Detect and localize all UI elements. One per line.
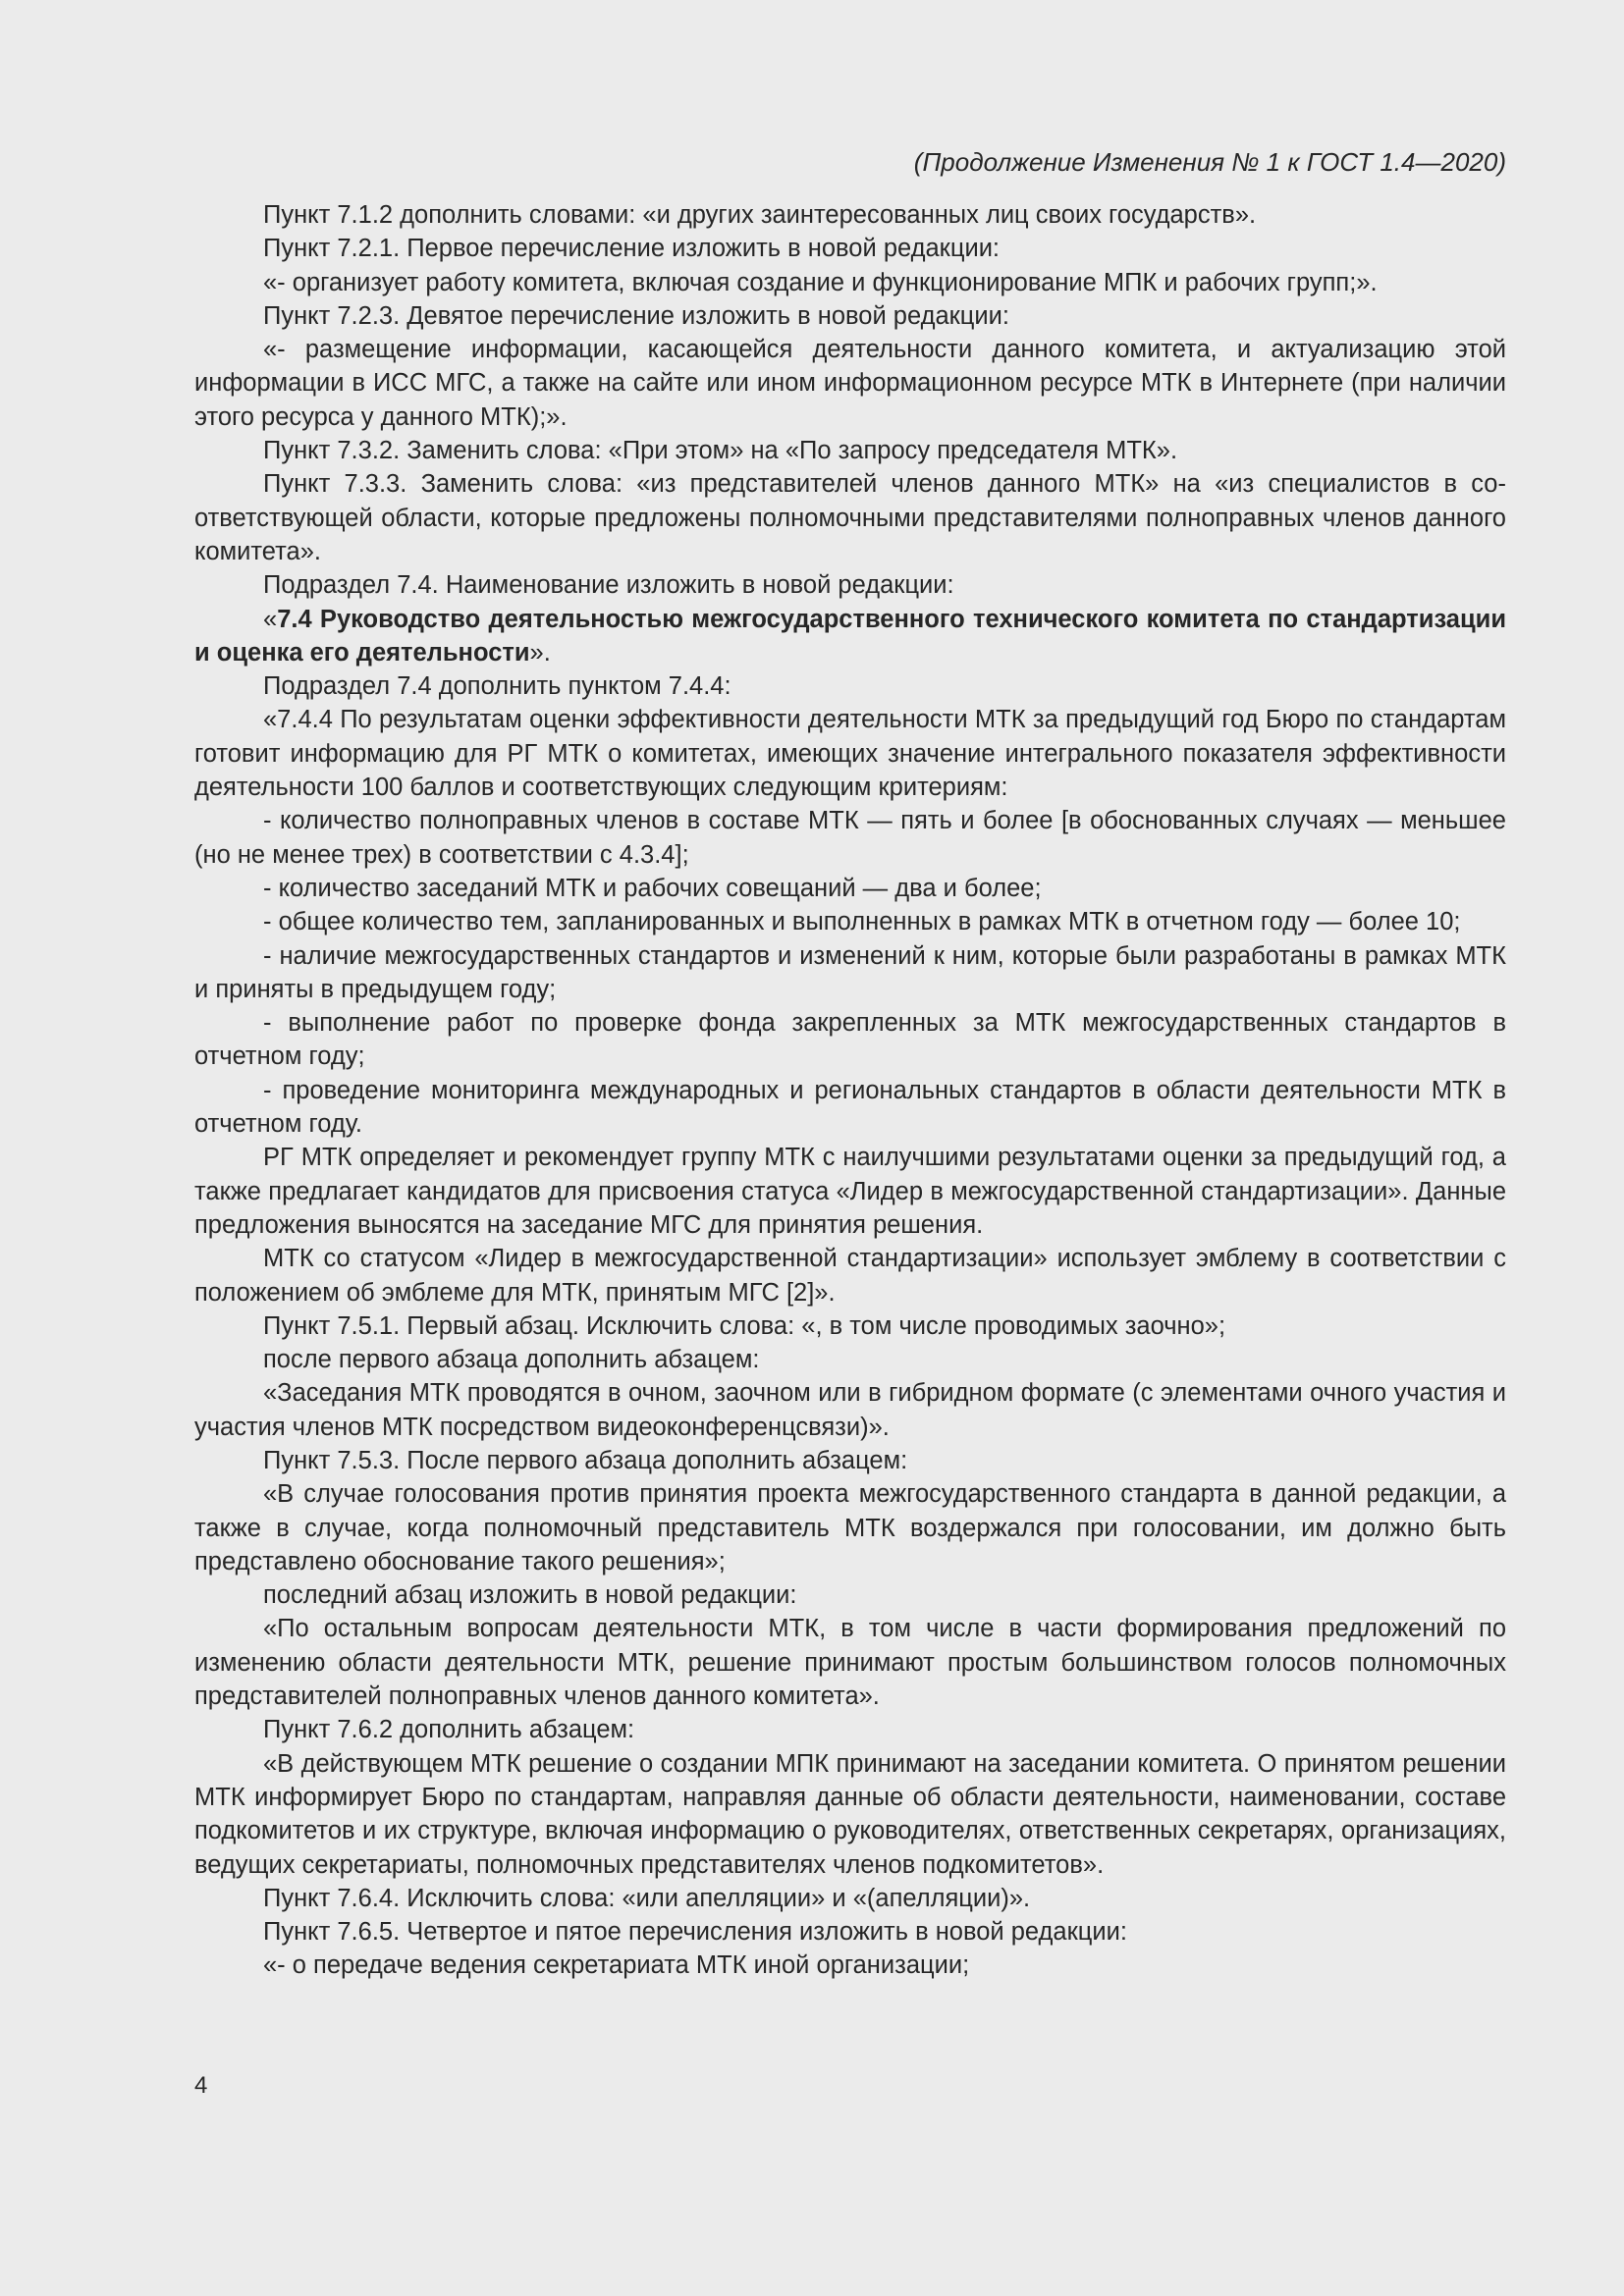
paragraph: Подраздел 7.4. Наименование изложить в новой редакции:: [263, 571, 954, 600]
paragraph: «- о передаче ведения секретариата МТК иной организации;: [263, 1951, 970, 1980]
paragraph: «Заседания МТК проводятся в очном, заочном или в гибридном формате (с элементами очного участия и участия членов МТК посредством видеоконференцсвязи)».: [194, 1379, 1506, 1441]
list-item: - количество заседаний МТК и рабочих совещаний — два и более;: [263, 874, 1042, 902]
page-number: 4: [194, 2072, 208, 2099]
paragraph: Пункт 7.3.3. Заменить слова: «из представителей членов данного МТК» на «из специалистов в соответствующей области, которые предложены полномочными представителями полноправных членов данного комитета».: [194, 470, 1506, 565]
paragraph: «- организует работу комитета, включая создание и функционирование МПК и рабочих групп;».: [263, 268, 1378, 296]
paragraph: «В действующем МТК решение о создании МПК принимают на заседании комитета. О принятом решении МТК информирует Бюро по стандартам, направляя данные об области деятельности, наименовании, составе подкомитетов и их структуре, включая информацию о руководителях, ответственных секретарях, организациях, ведущих секретариаты, полномочных представителях членов подкомитетов».: [194, 1749, 1506, 1879]
paragraph: «- размещение информации, касающейся деятельности данного комитета, и актуализацию этой информации в ИСС МГС, а также на сайте или ином информационном ресурсе МТК в Интернете (при наличии этого ресурса у данного МТК);».: [194, 336, 1506, 431]
paragraph: Пункт 7.6.5. Четвертое и пятое перечисления изложить в новой редакции:: [263, 1918, 1127, 1947]
paragraph: Пункт 7.1.2 дополнить словами: «и других заинтересованных лиц своих государств».: [263, 201, 1257, 229]
paragraph: после первого абзаца дополнить абзацем:: [263, 1346, 760, 1374]
heading-close-quote: ».: [529, 638, 551, 667]
paragraph: «По остальным вопросам деятельности МТК, в том числе в части формирования предложений по изменению области деятельности МТК, решение принимают простым большинством голосов полномочных представителей полноправных членов данного комитета».: [194, 1615, 1506, 1711]
paragraph: последний абзац изложить в новой редакции:: [263, 1581, 797, 1610]
paragraph: Пункт 7.2.3. Девятое перечисление изложить в новой редакции:: [263, 301, 1009, 330]
section-heading-7-4: [194, 603, 1506, 670]
paragraph: Пункт 7.5.1. Первый абзац. Исключить слова: «, в том числе проводимых заочно»;: [263, 1311, 1226, 1340]
document-body: [194, 198, 1506, 1983]
paragraph: Подраздел 7.4 дополнить пунктом 7.4.4:: [263, 672, 731, 701]
paragraph: Пункт 7.6.4. Исключить слова: «или апелляции» и «(апелляции)».: [263, 1884, 1031, 1912]
list-item: - общее количество тем, запланированных и выполненных в рамках МТК в отчетном году — более 10;: [263, 908, 1461, 936]
document-page: [194, 145, 1506, 1983]
list-item: - наличие межгосударственных стандартов и изменений к ним, которые были разработаны в рамках МТК и приняты в предыдущем году;: [194, 941, 1506, 1003]
paragraph: РГ МТК определяет и рекомендует группу МТК с наилучшими результатами оценки за предыдущий год, а также предлагает кандидатов для присвоения статуса «Лидер в межгосударственной стандартизации». Данные предложения выносятся на заседание МГС для принятия решения.: [194, 1144, 1506, 1239]
paragraph: «7.4.4 По результатам оценки эффективности деятельности МТК за предыдущий год Бюро по стандартам готовит информацию для РГ МТК о комитетах, имеющих значение интегрального показателя эффективности деятельности 100 баллов и соответствующих следующим критериям:: [194, 706, 1506, 802]
paragraph: Пункт 7.6.2 дополнить абзацем:: [263, 1716, 635, 1744]
list-item: - проведение мониторинга международных и региональных стандартов в области деятельности МТК в отчетном году.: [194, 1076, 1506, 1139]
heading-open-quote: «: [263, 605, 278, 633]
list-item: - количество полноправных членов в составе МТК — пять и более [в обоснованных случаях — меньшее (но не менее трех) в соответствии с 4.3.4];: [194, 807, 1506, 869]
paragraph: Пункт 7.2.1. Первое перечисление изложить в новой редакции:: [263, 235, 1001, 263]
paragraph: «В случае голосования против принятия проекта межгосударственного стандарта в данной редакции, а также в случае, когда полномочный представитель МТК воздержался при голосовании, им должно быть представлено обоснование такого решения»;: [194, 1480, 1506, 1575]
running-title: (Продолжение Изменения № 1 к ГОСТ 1.4—2020): [913, 147, 1506, 177]
list-item: - выполнение работ по проверке фонда закрепленных за МТК межгосударственных стандартов в отчетном году;: [194, 1009, 1506, 1071]
heading-bold-text: 7.4 Руководство деятельностью межгосударственного технического комитета по стандартизации и оценка его деятельности: [194, 605, 1506, 667]
paragraph: Пункт 7.5.3. После первого абзаца дополнить абзацем:: [263, 1446, 908, 1474]
paragraph: Пункт 7.3.2. Заменить слова: «При этом» на «По запросу председателя МТК».: [263, 437, 1178, 465]
paragraph: МТК со статусом «Лидер в межгосударственной стандартизации» использует эмблему в соответствии с положением об эмблеме для МТК, принятым МГС [2]».: [194, 1245, 1506, 1307]
